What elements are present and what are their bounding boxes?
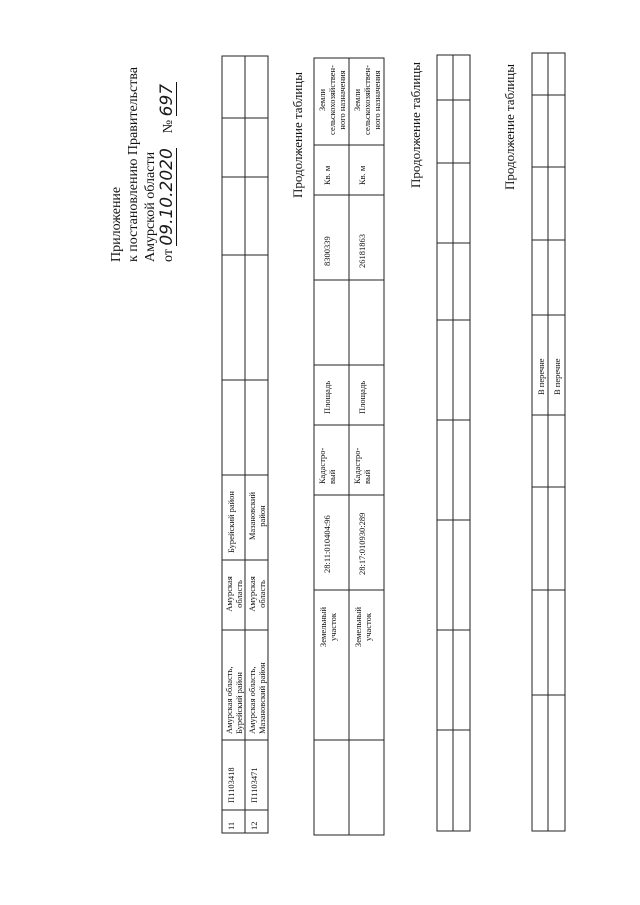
object-code: П1103418 <box>226 767 236 803</box>
district: Мазановский район <box>247 491 267 541</box>
row-number: 11 <box>226 821 236 830</box>
number-kind: Кадастро- вый <box>352 447 372 484</box>
number-kind: Кадастро- вый <box>317 447 337 484</box>
appendix-title: Приложение <box>109 186 124 262</box>
measure-type: Площадь <box>357 380 367 414</box>
appendix-heading <box>108 67 177 262</box>
region: Амурская область <box>224 576 244 612</box>
region-name: Амурской области <box>143 151 158 262</box>
location: Амурская область, Мазановский район <box>247 662 267 734</box>
cadastral-number: 28:17:010930:289 <box>357 512 367 575</box>
continuation-label-2: Продолжение таблицы <box>408 62 423 188</box>
measure-unit: Кв. м <box>357 165 367 185</box>
continuation-label-3: Продолжение таблицы <box>502 64 517 190</box>
object-type: Земельный участок <box>318 606 338 648</box>
inclusion-status: В перечне <box>536 358 546 395</box>
continuation-label-1: Продолжение таблицы <box>290 72 305 198</box>
handwritten-number: 697 <box>157 83 177 117</box>
measure-type: Площадь <box>322 380 332 414</box>
object-type: Земельный участок <box>353 606 373 648</box>
row-number: 12 <box>249 821 259 830</box>
measure-unit: Кв. м <box>322 165 332 185</box>
date-number-line <box>159 67 177 262</box>
handwritten-date: 09.10.2020 <box>157 148 177 246</box>
number-prefix: № <box>161 119 176 134</box>
location: Амурская область, Бурейский район <box>224 666 244 734</box>
region: Амурская область <box>247 576 267 612</box>
resolution-ref: к постановлению Правительства <box>126 66 141 262</box>
land-category: Земли сельскохозяйствен- ного назначения <box>352 65 382 135</box>
cadastral-number: 28:11:010404:96 <box>322 515 332 573</box>
object-code: П1103471 <box>249 767 259 803</box>
district: Бурейский район <box>226 491 236 553</box>
inclusion-status: В перечне <box>552 358 562 395</box>
land-category: Земли сельскохозяйствен- ного назначения <box>317 65 347 135</box>
measure-value: 26181863 <box>357 234 367 268</box>
measure-value: 8300339 <box>322 236 332 266</box>
date-prefix: от <box>161 249 176 262</box>
